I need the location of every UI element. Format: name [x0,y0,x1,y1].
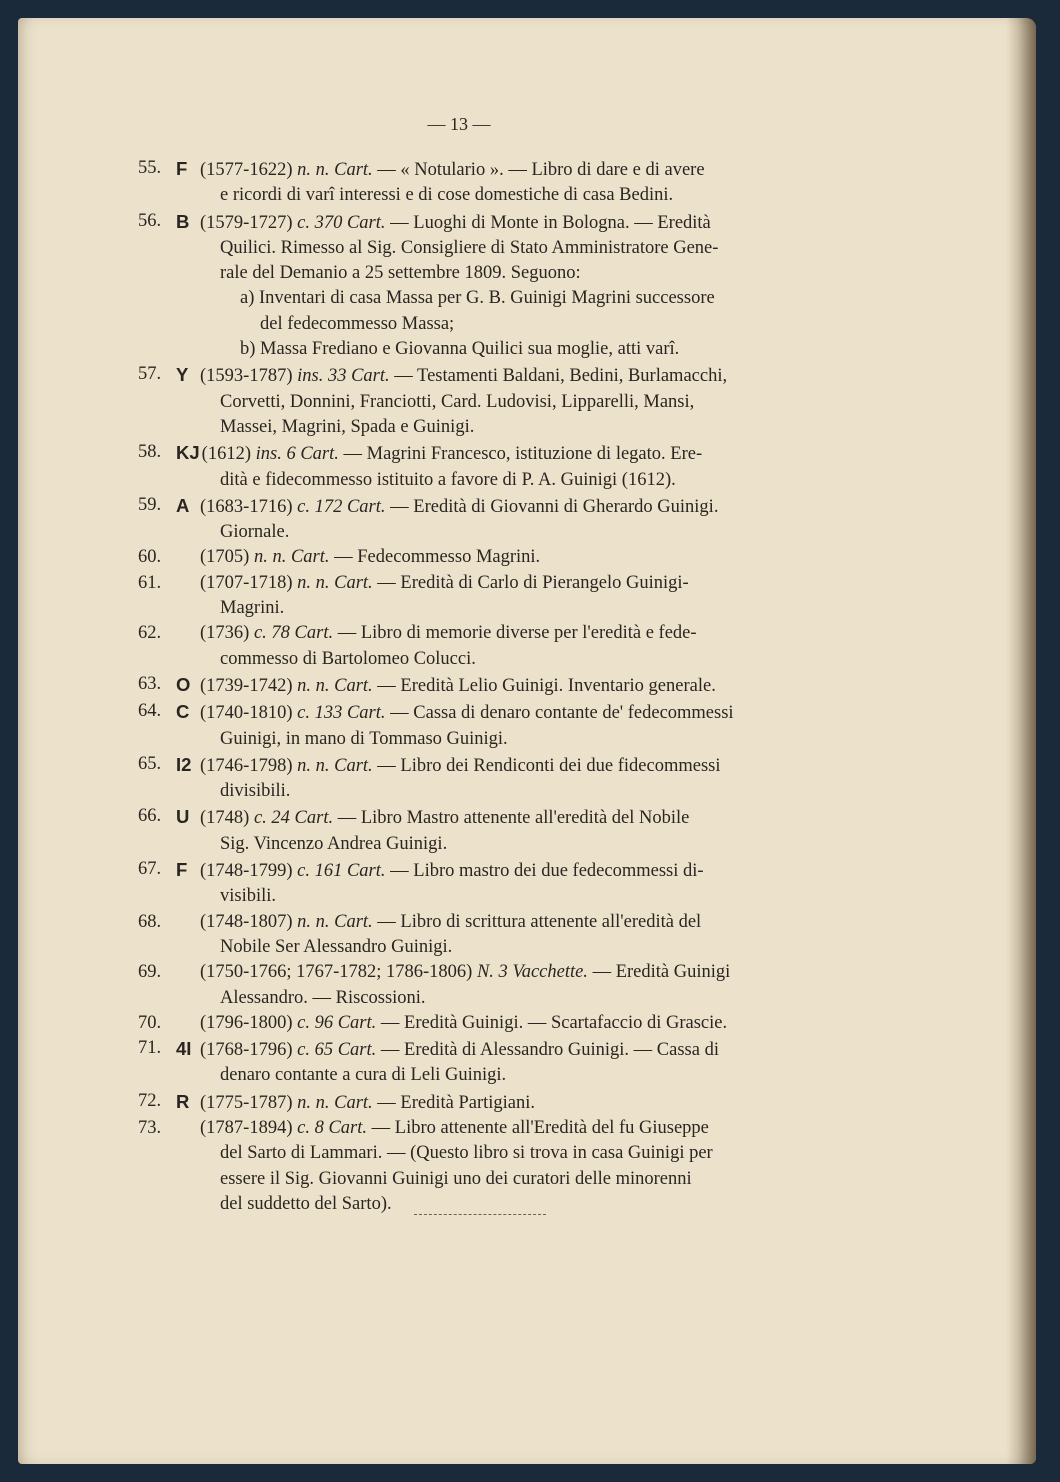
entry-number: 56. [138,210,162,231]
entry-continuation: essere il Sig. Giovanni Guinigi uno dei curatori delle minorenni [220,1168,692,1189]
entry-size: n. n. [297,160,330,180]
entry-number: 67. [138,859,162,880]
entry-number: 65. [138,753,162,774]
entry-mark: B [176,210,190,232]
inventory-entries [138,156,818,1217]
entry-head [176,1089,818,1116]
entry-text: — Eredità Guinigi. — Scartafaccio di Grascie. [380,1012,728,1033]
entry-number: 70. [138,1012,162,1033]
entry-61 [138,571,818,622]
entry-size: n. n. [297,675,330,696]
entry-material: Cart. [346,861,386,882]
entry-number: 64. [138,701,162,722]
entry-continuation: Quilici. Rimesso al Sig. Consigliere di Stato Amministratore Gene- [220,237,719,258]
entry-number: 68. [138,911,162,932]
entry-head [176,857,818,884]
entry-64 [138,699,818,752]
entry-head [176,699,818,726]
entry-material: Cart. [334,572,373,593]
entry-dates: (1705) [200,547,250,568]
entry-size: c. 172 [297,496,343,517]
entry-dates: (1746-1798) [200,755,293,776]
entry-material: Cart. [328,1117,368,1138]
entry-58 [138,440,818,493]
entry-size: n. n. [297,755,330,776]
entry-continuation: visibili. [220,886,277,907]
entry-70 [138,1011,818,1036]
entry-text: — Eredità di Carlo di Pierangelo Guinigi- [377,572,689,593]
entry-number: 71. [138,1038,162,1059]
entry-mark: U [176,806,190,828]
entry-number: 60. [138,547,162,568]
entry-material: Cart. [334,675,373,696]
entry-text: — Eredità Guinigi [592,962,731,983]
entry-material: Cart. [294,623,334,644]
entry-72 [138,1089,818,1116]
entry-size: c. 65 [297,1040,334,1061]
entry-60 [138,545,818,570]
entry-dates: (1739-1742) [200,675,293,696]
entry-material: Cart. [337,1040,377,1061]
entry-material: Cart. [300,444,339,465]
entry-size: c. 370 [297,212,343,233]
entry-size: n. n. [253,547,287,568]
entry-69 [138,960,818,1011]
entry-text: — Libro dei Rendiconti dei due fidecommessi [377,755,721,776]
entry-dates: (1612) [201,444,251,465]
entry-number: 66. [138,806,162,827]
entry-head [176,1116,818,1141]
entry-dates: (1775-1787) [200,1092,293,1113]
entry-head [176,156,818,183]
entry-number: 61. [138,572,162,593]
entry-head [176,960,818,985]
entry-continuation: divisibili. [220,781,291,802]
closing-rule [414,1214,546,1215]
entry-material: Cart. [334,911,373,932]
entry-text: — Eredità Lelio Guinigi. Inventario generale. [377,675,716,696]
entry-mark: F [176,859,188,881]
entry-text: — Libro mastro dei due fedecommessi di- [390,861,704,882]
entry-size: c. 78 [253,623,290,644]
entry-text: — Magrini Francesco, istituzione di legato. Ere- [343,444,703,465]
entry-56 [138,209,818,363]
entry-material: Cart. [290,547,330,568]
entry-dates: (1707-1718) [200,572,293,593]
entry-subitem: b) Massa Frediano e Giovanna Quilici sua moglie, atti varî. [240,339,680,360]
entry-dates: (1577-1622) [200,160,293,180]
entry-65 [138,752,818,805]
entry-text: — Libro di memorie diverse per l'eredità e fede- [337,623,697,644]
entry-number: 58. [138,442,162,463]
entry-dates: (1748-1799) [200,861,293,882]
entry-text: — Cassa di denaro contante de' fedecommessi [390,703,734,724]
entry-62 [138,621,818,672]
entry-dates: (1748) [200,808,250,829]
page-edge-shadow [1006,18,1036,1464]
entry-66 [138,804,818,857]
entry-mark: O [176,673,191,695]
entry-head [176,1036,818,1063]
entry-text: — Eredità di Alessandro Guinigi. — Cassa di [380,1040,719,1061]
entry-size: c. 8 [297,1117,324,1138]
entry-continuation: denaro contante a cura di Leli Guinigi. [220,1065,507,1086]
entry-59 [138,493,818,546]
entry-material: Cart. [334,755,373,776]
document-page [18,18,1036,1464]
entry-head [176,545,818,570]
entry-mark: F [176,158,188,179]
entry-number: 55. [138,158,162,178]
entry-size: N. 3 [476,962,508,983]
entry-mark: I2 [176,753,192,775]
entry-mark: R [176,1090,190,1112]
entry-number: 57. [138,364,162,385]
entry-71 [138,1036,818,1089]
entry-material: Cart. [294,808,334,829]
entry-dates: (1683-1716) [200,496,293,517]
entry-dates: (1579-1727) [200,212,293,233]
entry-continuation: Massei, Magrini, Spada e Guinigi. [220,416,475,437]
entry-subitem: a) Inventari di casa Massa per G. B. Guinigi Magrini successore [240,288,715,309]
entry-dates: (1796-1800) [200,1012,293,1033]
entry-continuation: Nobile Ser Alessandro Guinigi. [220,936,453,957]
entry-head [176,910,818,935]
entry-mark: Y [176,364,189,386]
entry-mark: 4I [176,1038,192,1060]
entry-63 [138,672,818,699]
page-number: — 13 — [427,114,491,134]
entry-55 [138,156,818,209]
entry-head [176,621,818,646]
entry-continuation: del Sarto di Lammari. — (Questo libro si trova in casa Guinigi per [220,1143,713,1164]
entry-material: Cart. [346,496,386,517]
entry-head [176,804,818,831]
entry-dates: (1740-1810) [200,703,293,724]
entry-continuation: e ricordi di varî interessi e di cose domestiche di casa Bedini. [220,185,674,206]
entry-continuation: del suddetto del Sarto). [220,1193,392,1214]
entry-continuation: Giornale. [220,522,290,543]
entry-text: — Fedecommesso Magrini. [334,547,541,568]
entry-mark: KJ [176,442,200,464]
entry-text: — Eredità Partigiani. [377,1092,536,1113]
entry-text: — Testamenti Baldani, Bedini, Burlamacchi, [394,366,728,387]
entry-73 [138,1116,818,1217]
entry-size: n. n. [297,572,330,593]
entry-text: — Libro attenente all'Eredità del fu Giuseppe [371,1117,709,1138]
entry-material: Cart. [346,212,386,233]
entry-67 [138,857,818,910]
entry-dates: (1736) [200,623,250,644]
entry-dates: (1748-1807) [200,911,293,932]
entry-size: ins. 33 [297,366,347,387]
entry-continuation: commesso di Bartolomeo Colucci. [220,648,476,669]
entry-subitem: del fedecommesso Massa; [260,313,455,334]
entry-material: Cart. [334,1092,373,1113]
entry-size: c. 24 [253,808,290,829]
entry-57 [138,362,818,440]
entry-continuation: Sig. Vincenzo Andrea Guinigi. [220,833,448,854]
entry-size: n. n. [297,1092,330,1113]
entry-head [176,672,818,699]
entry-dates: (1768-1796) [200,1040,293,1061]
entry-head [176,493,818,520]
entry-size: c. 96 [297,1012,334,1033]
entry-text: — Libro di scrittura attenente all'eredità del [377,911,702,932]
entry-dates: (1750-1766; 1767-1782; 1786-1806) [200,962,473,983]
entry-material: Vacchette. [512,962,588,983]
entry-text: — Libro Mastro attenente all'eredità del Nobile [337,808,690,829]
entry-text: — Eredità di Giovanni di Gherardo Guinigi. [390,496,719,517]
entry-68 [138,910,818,961]
entry-number: 63. [138,673,162,694]
entry-material: Cart. [334,160,373,180]
entry-material: Cart. [337,1012,377,1033]
entry-size: n. n. [297,911,330,932]
entry-size: c. 133 [297,703,343,724]
entry-continuation: Magrini. [220,598,285,619]
entry-material: Cart. [346,703,386,724]
entry-head [176,440,818,467]
entry-material: Cart. [351,366,390,387]
entry-head [176,209,818,236]
entry-text: — Luoghi di Monte in Bologna. — Eredità [390,212,711,233]
entry-number: 73. [138,1117,162,1138]
entry-head [176,362,818,389]
entry-head [176,752,818,779]
entry-number: 69. [138,962,162,983]
entry-size: c. 161 [297,861,343,882]
entry-number: 72. [138,1090,162,1111]
entry-mark: C [176,701,190,723]
entry-size: ins. 6 [255,444,296,465]
entry-number: 62. [138,623,162,644]
entry-head [176,1011,818,1036]
entry-dates: (1787-1894) [200,1117,293,1138]
entry-continuation: Alessandro. — Riscossioni. [220,987,426,1008]
entry-continuation: dità e fidecommesso istituito a favore di P. A. Guinigi (1612). [220,469,676,490]
entry-number: 59. [138,494,162,515]
entry-mark: A [176,494,190,516]
entry-continuation: Corvetti, Donnini, Franciotti, Card. Ludovisi, Lipparelli, Mansi, [220,391,695,412]
entry-dates: (1593-1787) [200,366,293,387]
entry-text: — « Notulario ». — Libro di dare e di avere [377,160,705,180]
entry-head [176,571,818,596]
entry-continuation: Guinigi, in mano di Tommaso Guinigi. [220,728,508,749]
entry-continuation: rale del Demanio a 25 settembre 1809. Seguono: [220,263,581,284]
